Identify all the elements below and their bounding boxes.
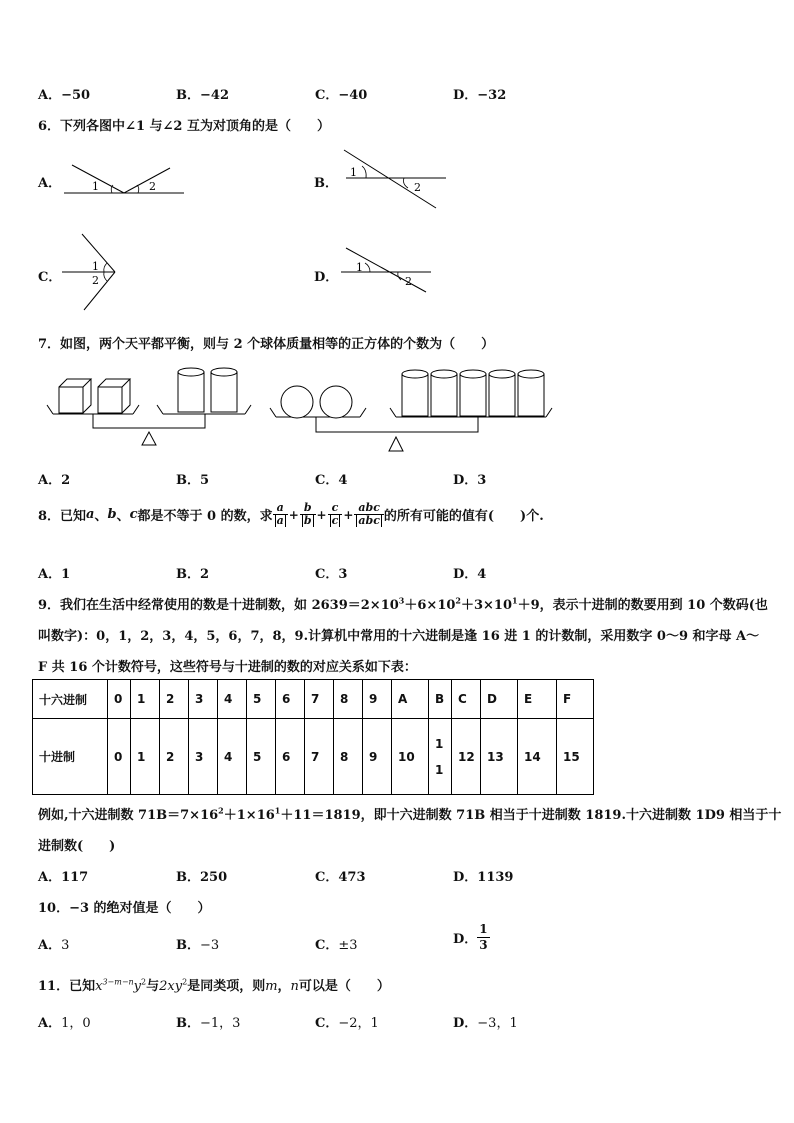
q11-option-b: B．−1，3 [176, 1016, 241, 1031]
q6-figure-d [336, 244, 436, 296]
q11-option-d: D．−3，1 [453, 1016, 518, 1031]
q9-line2: 叫数字)：0，1，2，3，4，5，6，7，8，9.计算机中常用的十六进制是逢 16 进 1 的计数制，采用数字 0～9 和字母 A～ [38, 629, 760, 644]
q9-line1: 9．我们在生活中经常使用的数是十进制数，如 $2639=2\times 10^3+6\times 10^2+3\times 10^1+9$，表示十进制的数要用到 10 个数码(也 [38, 595, 768, 613]
q9-example-line2: 进制数( ) [38, 839, 116, 854]
q6-d-angle1-label: 1 [356, 261, 363, 274]
q5-option-a: A．−50 [38, 88, 91, 103]
q7-balance-left [45, 362, 255, 452]
q6-figure-b [336, 148, 451, 210]
q9-option-b: B．250 [176, 870, 228, 885]
q8-term-b: $\frac{b}{b}$ [300, 502, 316, 527]
q9-option-c: C．473 [315, 870, 366, 885]
q10-option-b: B．−3 [176, 938, 220, 953]
q6-letter-b: B． [314, 176, 338, 191]
q7-option-b: B．5 [176, 473, 210, 488]
q7-option-d: D．3 [453, 473, 487, 488]
q6-d-angle2-label: 2 [405, 275, 412, 288]
q8-term-a: $\frac{a}{a}$ [273, 502, 288, 527]
q10-option-c: C．±3 [315, 938, 358, 953]
q7-stem: 7．如图，两个天平都平衡，则与 2 个球体质量相等的正方体的个数为（ ） [38, 337, 495, 352]
q6-letter-a: A． [38, 176, 62, 191]
table-row-decimal: 十进制 0 1 2 3 4 5 6 7 8 9 10 11 12 13 14 15 [33, 719, 594, 795]
q5-option-c: C．−40 [315, 88, 368, 103]
q11-stem: 11．已知$x^{3-m-n}y^2$与$2xy^2$是同类项，则m，n可以是（ ） [38, 977, 390, 994]
q8-option-b: B．2 [176, 567, 210, 582]
table-header-decimal: 十进制 [33, 719, 108, 795]
q8-term-abc: $\frac{\text{abc}}{\text{abc}}$ [354, 502, 384, 527]
q8-option-c: C．3 [315, 567, 348, 582]
q6-letter-d: D． [314, 270, 339, 285]
q10-fraction: $\frac{1}{3}$ [479, 922, 488, 952]
q11-option-c: C．−2，1 [315, 1016, 379, 1031]
q10-option-d: D． $\frac{1}{3}$ [453, 922, 488, 952]
q9-option-a: A．117 [38, 870, 89, 885]
table-row-hex: 十六进制 0 1 2 3 4 5 6 7 8 9 A B C D E F [33, 680, 594, 719]
q9-line3: F 共 16 个计数符号，这些符号与十进制的数的对应关系如下表： [38, 660, 417, 675]
q5-option-d: D．−32 [453, 88, 507, 103]
q10-option-a: A．3 [38, 938, 70, 953]
q8-stem: 8．已知 a 、 b 、 c 都是不等于 0 的数，求 $\frac{a}{a}$ + $\frac{b}{b}$ + $\frac{c}{c}$ + $\frac{\text{abc}}{\text{abc}}$ 的所有可能的值有( )个. [38, 501, 544, 527]
q10-stem: 10．−3 的绝对值是（ ） [38, 901, 211, 916]
q6-b-angle1-label: 1 [350, 166, 357, 179]
q8-option-d: D．4 [453, 567, 487, 582]
q7-option-a: A．2 [38, 473, 71, 488]
q6-a-angle2-label: 2 [149, 180, 156, 193]
table-header-hex: 十六进制 [33, 680, 108, 719]
q8-option-a: A．1 [38, 567, 71, 582]
q6-b-angle2-label: 2 [414, 181, 421, 194]
q7-option-c: C．4 [315, 473, 348, 488]
q6-letter-c: C． [38, 270, 62, 285]
q9-option-d: D．1139 [453, 870, 514, 885]
q6-stem: 6．下列各图中∠1 与∠2 互为对顶角的是（ ） [38, 119, 330, 134]
q11-option-a: A．1，0 [38, 1016, 91, 1031]
q5-option-b: B．−42 [176, 88, 229, 103]
q6-c-angle2-label: 2 [92, 274, 99, 287]
hex-decimal-table [32, 679, 594, 795]
q6-figure-c [60, 232, 120, 312]
q8-term-c: $\frac{c}{c}$ [328, 502, 343, 527]
q7-balance-right [268, 362, 558, 454]
q6-figure-a [62, 160, 187, 200]
q6-a-angle1-label: 1 [92, 180, 99, 193]
q9-example: 例如,十六进制数 $71B=7\times 16^2+1\times 16^1+11=1819$，即十六进制数 71B 相当于十进制数 1819.十六进制数 1D9 相当于十 [38, 805, 782, 823]
q6-c-angle1-label: 1 [92, 260, 99, 273]
